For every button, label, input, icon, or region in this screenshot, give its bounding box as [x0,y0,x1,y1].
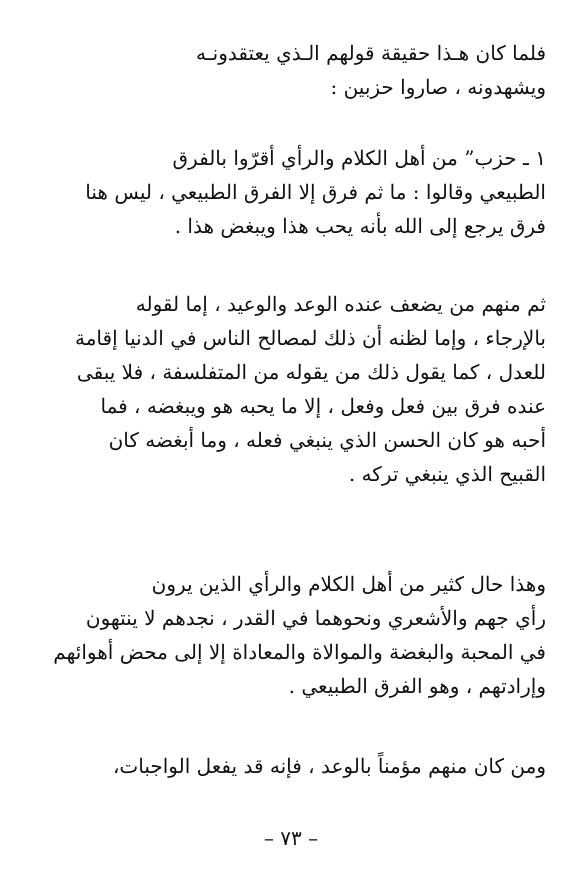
text-line: وإرادتهم ، وهو الفرق الطبيعي . [288,674,546,698]
text-line: وهذا حال كثير من أهل الكلام والرأي الذين يرون [151,572,546,596]
text-line: عنده فرق بين فعل وفعل ، إلا ما يحبه هو ويبغضه ، فما [100,394,546,418]
text-line: ١ ـ حزب” من أهل الكلام والرأي أقرّوا بالفرق [172,146,546,170]
text-line: ثم منهم من يضعف عنده الوعد والوعيد ، إما لقوله [135,292,546,316]
text-line: رأي جهم والأشعري ونحوهما في القدر ، نجدهم لا ينتهون [85,606,546,630]
text-line: ويشهدونه ، صاروا حزبين : [330,75,546,99]
text-line: للعدل ، كما يقول ذلك من يقوله من المتفلسفة ، فلا يبقى [76,360,546,384]
book-page [36,20,546,860]
paragraph-1 [36,36,546,104]
text-line: الطبيعي وقالوا : ما ثم فرق إلا الفرق الطبيعي ، ليس هنا [85,180,546,204]
paragraph-3 [36,287,546,491]
text-line: بالإرجاء ، وإما لظنه أن ذلك لمصالح الناس في الدنيا إقامة [74,326,546,350]
page-number: – ٧٣ – [263,826,319,850]
text-line: فرق يرجع إلى الله بأنه يحب هذا ويبغض هذا . [174,214,546,238]
text-line: فلما كان هـذا حقيقة قولهم الـذي يعتقدونـه [196,41,546,65]
paragraph-2 [36,141,546,243]
text-line: ومن كان منهم مؤمناً بالوعد ، فإنه قد يفعل الواجبات، [112,754,546,778]
text-line: أحبه هو كان الحسن الذي ينبغي فعله ، وما أبغضه كان [108,428,546,452]
text-line: في المحبة والبغضة والموالاة والمعاداة إلا إلى محض أهوائهم [53,640,546,664]
paragraph-5 [36,749,546,783]
text-line: القبيح الذي ينبغي تركه . [348,462,546,486]
paragraph-4 [36,567,546,703]
